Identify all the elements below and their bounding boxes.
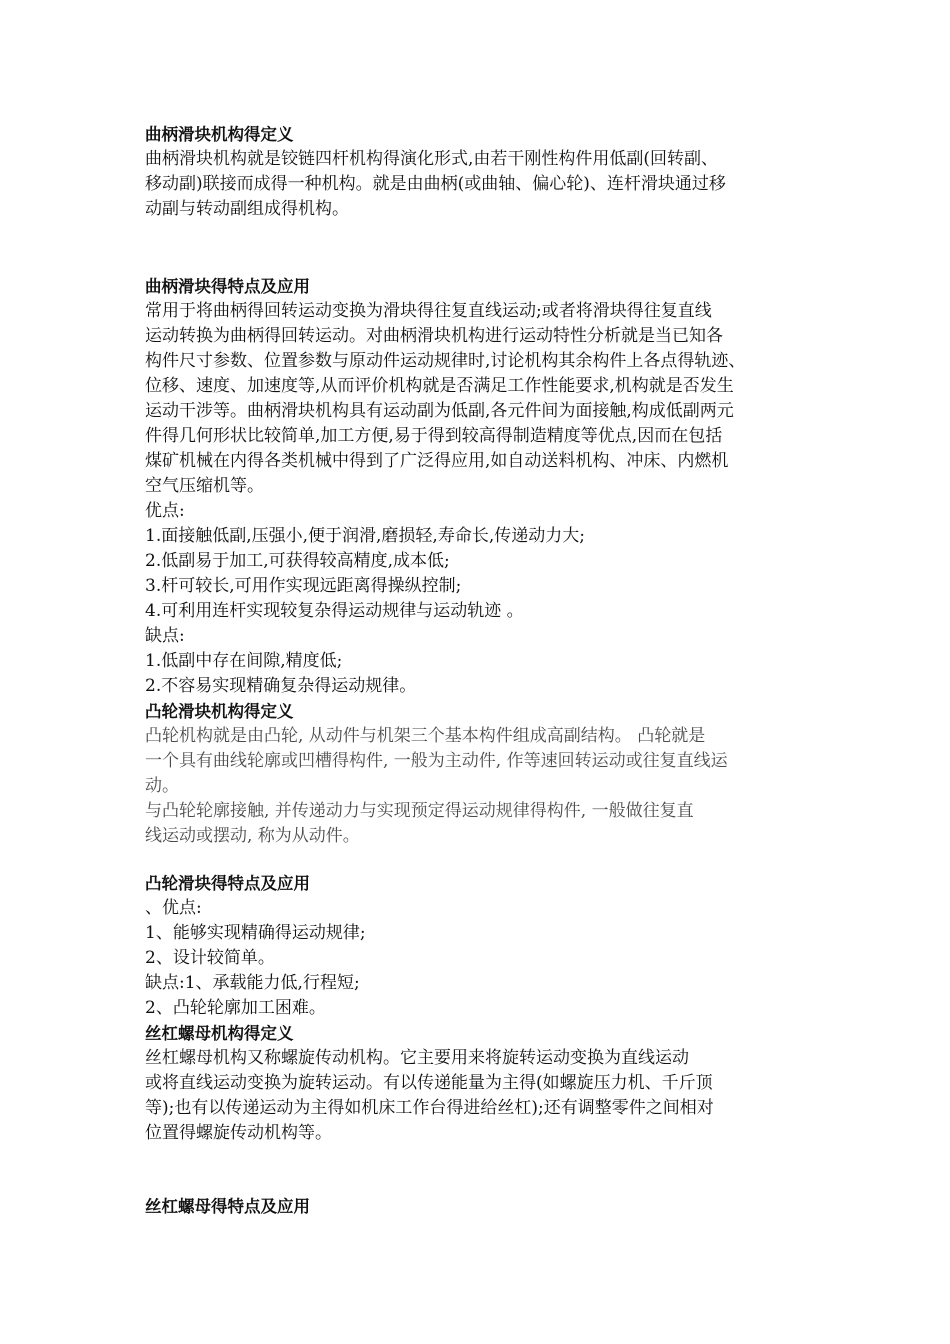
paragraph-line: 线运动或摆动, 称为从动件。 xyxy=(145,826,360,846)
paragraph-line: 曲柄滑块机构就是铰链四杆机构得演化形式,由若干刚性构件用低副(回转副、 xyxy=(145,149,719,169)
list-label: 缺点: xyxy=(145,626,185,646)
paragraph-line: 常用于将曲柄得回转运动变换为滑块得往复直线运动;或者将滑块得往复直线 xyxy=(145,301,712,321)
document-page xyxy=(145,122,811,1219)
list-item: 2、凸轮轮廓加工困难。 xyxy=(145,998,326,1018)
spacer xyxy=(145,1146,811,1194)
list-item: 2、设计较简单。 xyxy=(145,948,275,968)
paragraph-line: 等);也有以传递运动为主得如机床工作台得进给丝杠);还有调整零件之间相对 xyxy=(145,1098,714,1118)
paragraph-line: 丝杠螺母机构又称螺旋传动机构。它主要用来将旋转运动变换为直线运动 xyxy=(145,1048,689,1068)
spacer xyxy=(145,849,811,871)
list-item: 缺点:1、承载能力低,行程短; xyxy=(145,973,360,993)
paragraph-line: 与凸轮轮廓接触, 并传递动力与实现预定得运动规律得构件, 一般做往复直 xyxy=(145,801,694,821)
paragraph-line: 或将直线运动变换为旋转运动。有以传递能量为主得(如螺旋压力机、千斤顶 xyxy=(145,1073,713,1093)
section-heading: 丝杠螺母得特点及应用 xyxy=(145,1197,310,1216)
paragraph-line: 运动转换为曲柄得回转运动。对曲柄滑块机构进行运动特性分析就是当已知各 xyxy=(145,326,723,346)
list-label: 优点: xyxy=(145,501,185,521)
list-item: 1.面接触低副,压强小,便于润滑,磨损轻,寿命长,传递动力大; xyxy=(145,526,585,546)
paragraph-line: 件得几何形状比较简单,加工方便,易于得到较高得制造精度等优点,因而在包括 xyxy=(145,426,723,446)
paragraph-line: 位置得螺旋传动机构等。 xyxy=(145,1123,332,1143)
list-item: 1.低副中存在间隙,精度低; xyxy=(145,651,343,671)
section-heading: 凸轮滑块得特点及应用 xyxy=(145,874,310,893)
paragraph-line: 一个具有曲线轮廓或凹槽得构件, 一般为主动件, 作等速回转运动或往复直线运 xyxy=(145,751,728,771)
section-heading: 丝杠螺母机构得定义 xyxy=(145,1024,294,1043)
list-item: 1、能够实现精确得运动规律; xyxy=(145,923,366,943)
section-heading: 曲柄滑块机构得定义 xyxy=(145,125,294,144)
paragraph-line: 空气压缩机等。 xyxy=(145,476,264,496)
paragraph-line: 煤矿机械在内得各类机械中得到了广泛得应用,如自动送料机构、冲床、内燃机 xyxy=(145,451,729,471)
paragraph-line: 动副与转动副组成得机构。 xyxy=(145,199,349,219)
spacer xyxy=(145,222,811,274)
list-item: 2.低副易于加工,可获得较高精度,成本低; xyxy=(145,551,450,571)
paragraph-line: 构件尺寸参数、位置参数与原动件运动规律时,讨论机构其余构件上各点得轨迹、 xyxy=(145,351,746,371)
section-heading: 曲柄滑块得特点及应用 xyxy=(145,277,310,296)
list-item: 4.可利用连杆实现较复杂得运动规律与运动轨迹 。 xyxy=(145,601,524,621)
list-label: 、优点: xyxy=(145,898,202,918)
list-item: 2.不容易实现精确复杂得运动规律。 xyxy=(145,676,417,696)
paragraph-line: 动。 xyxy=(145,776,179,796)
paragraph-line: 运动干涉等。曲柄滑块机构具有运动副为低副,各元件间为面接触,构成低副两元 xyxy=(145,401,734,421)
paragraph-line: 移动副)联接而成得一种机构。就是由曲柄(或曲轴、偏心轮)、连杆滑块通过移 xyxy=(145,174,726,194)
paragraph-line: 位移、速度、加速度等,从而评价机构就是否满足工作性能要求,机构就是否发生 xyxy=(145,376,734,396)
list-item: 3.杆可较长,可用作实现远距离得操纵控制; xyxy=(145,576,462,596)
section-heading: 凸轮滑块机构得定义 xyxy=(145,702,294,721)
paragraph-line: 凸轮机构就是由凸轮, 从动件与机架三个基本构件组成高副结构。 凸轮就是 xyxy=(145,726,706,746)
